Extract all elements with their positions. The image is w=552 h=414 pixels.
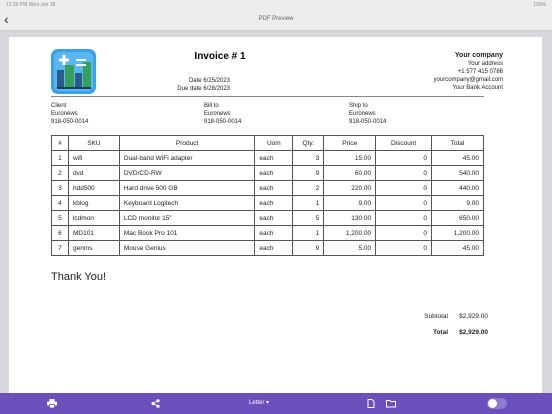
cell-sku: lcdmon xyxy=(68,211,119,226)
column-header: SKU xyxy=(68,136,119,151)
company-bank: Your Bank Account xyxy=(452,85,503,91)
cell-price: 60.00 xyxy=(324,166,376,181)
client-block xyxy=(51,102,88,126)
client-name: Euronews xyxy=(51,111,78,117)
company-block xyxy=(434,52,503,92)
billto-phone: 918-050-0014 xyxy=(204,119,242,125)
status-battery: 100% xyxy=(533,2,546,8)
cell-discount: 0 xyxy=(376,241,432,256)
subtotal-label: Subtotal xyxy=(424,313,448,320)
shipto-block xyxy=(349,102,386,126)
cell-uom: each xyxy=(255,196,293,211)
paper-size-select[interactable] xyxy=(249,399,269,408)
cell-discount: 0 xyxy=(376,211,432,226)
share-icon[interactable] xyxy=(151,399,160,410)
cell-qty: 1 xyxy=(293,196,324,211)
column-header: Product xyxy=(119,136,255,151)
cell-total: 540.00 xyxy=(432,166,484,181)
cell-price: 220.00 xyxy=(324,181,376,196)
cell-total: 650.00 xyxy=(432,211,484,226)
cell-product: DVD/CD-RW xyxy=(119,166,255,181)
cell-qty: 1 xyxy=(293,226,324,241)
invoice-dates xyxy=(120,77,230,93)
cell-qty: 9 xyxy=(293,241,324,256)
cell-index: 2 xyxy=(52,166,69,181)
cell-price: 9.00 xyxy=(324,196,376,211)
subtotal-value: $2,929.00 xyxy=(459,313,488,320)
divider xyxy=(51,96,484,97)
client-label: Client xyxy=(51,103,67,109)
cell-sku: dvd xyxy=(68,166,119,181)
cell-index: 4 xyxy=(52,196,69,211)
cell-uom: each xyxy=(255,226,293,241)
cell-uom: each xyxy=(255,241,293,256)
cell-index: 5 xyxy=(52,211,69,226)
table-header-row xyxy=(52,136,484,151)
cell-uom: each xyxy=(255,211,293,226)
billto-name: Euronews xyxy=(204,111,231,117)
cell-index: 6 xyxy=(52,226,69,241)
cell-discount: 0 xyxy=(376,226,432,241)
cell-uom: each xyxy=(255,166,293,181)
cell-discount: 0 xyxy=(376,181,432,196)
column-header: Qty. xyxy=(293,136,324,151)
column-header: Total xyxy=(432,136,484,151)
cell-total: 45.00 xyxy=(432,151,484,166)
invoice-title: Invoice # 1 xyxy=(194,51,246,62)
company-name: Your company xyxy=(454,52,503,59)
table-row xyxy=(52,196,484,211)
cell-qty: 5 xyxy=(293,211,324,226)
total-label: Total xyxy=(432,329,448,336)
shipto-phone: 918-050-0014 xyxy=(349,119,387,125)
company-email: yourcompany@gmail.com xyxy=(433,77,503,83)
cell-product: LCD monitor 15" xyxy=(119,211,255,226)
cell-price: 1,200.00 xyxy=(324,226,376,241)
toggle-knob xyxy=(488,399,497,408)
table-row xyxy=(52,181,484,196)
cell-total: 9.00 xyxy=(432,196,484,211)
cell-total: 1,200.00 xyxy=(432,226,484,241)
nav-bar xyxy=(0,10,552,31)
cell-product: Hard drive 500 GB xyxy=(119,181,255,196)
cell-price: 5.00 xyxy=(324,241,376,256)
shipto-name: Euronews xyxy=(349,111,376,117)
back-button[interactable]: ‹ xyxy=(4,11,9,27)
folder-icon[interactable] xyxy=(386,399,396,410)
column-header: Price xyxy=(324,136,376,151)
items-table xyxy=(51,135,484,256)
table-row xyxy=(52,151,484,166)
table-row xyxy=(52,226,484,241)
cell-product: Dual-band WiFi adapter xyxy=(119,151,255,166)
cell-discount: 0 xyxy=(376,196,432,211)
cell-sku: hdd500 xyxy=(68,181,119,196)
cell-uom: each xyxy=(255,181,293,196)
column-header: Uom xyxy=(255,136,293,151)
cell-index: 3 xyxy=(52,181,69,196)
cell-product: Mouse Genius xyxy=(119,241,255,256)
cell-uom: each xyxy=(255,151,293,166)
column-header: # xyxy=(52,136,69,151)
print-icon[interactable] xyxy=(47,399,57,410)
bottom-toolbar xyxy=(0,393,552,414)
cell-discount: 0 xyxy=(376,151,432,166)
status-time: 12:36 PM Wed Jun 28 xyxy=(6,2,56,8)
cell-qty: 3 xyxy=(293,151,324,166)
cell-index: 1 xyxy=(52,151,69,166)
company-phone: +1 577 415 0786 xyxy=(457,69,503,75)
cell-sku: genms xyxy=(68,241,119,256)
cell-sku: wifi xyxy=(68,151,119,166)
client-phone: 918-050-0014 xyxy=(51,119,89,125)
cell-price: 15.00 xyxy=(324,151,376,166)
invoice-date: Date 6/25/2023 xyxy=(188,78,230,84)
cell-qty: 9 xyxy=(293,166,324,181)
app-logo-icon xyxy=(51,49,96,94)
table-row xyxy=(52,241,484,256)
nav-title: PDF Preview xyxy=(258,16,294,22)
billto-block xyxy=(204,102,241,126)
paper-size-label: Letter xyxy=(249,400,265,406)
page-icon[interactable] xyxy=(367,399,375,410)
cell-product: Keyboard Logitech xyxy=(119,196,255,211)
cell-sku: kblog xyxy=(68,196,119,211)
invoice-due-date: Due date 6/28/2023 xyxy=(177,86,230,92)
cell-discount: 0 xyxy=(376,166,432,181)
thank-you-text: Thank You! xyxy=(51,271,107,283)
status-bar xyxy=(0,0,552,10)
table-row xyxy=(52,166,484,181)
cell-index: 7 xyxy=(52,241,69,256)
cell-total: 45.00 xyxy=(432,241,484,256)
cell-qty: 2 xyxy=(293,181,324,196)
company-address: Your address xyxy=(467,61,503,67)
column-header: Discount xyxy=(376,136,432,151)
toggle-switch[interactable] xyxy=(487,398,507,409)
table-row xyxy=(52,211,484,226)
cell-price: 130.00 xyxy=(324,211,376,226)
cell-product: Mac Book Pro 101 xyxy=(119,226,255,241)
cell-total: 440.00 xyxy=(432,181,484,196)
chevron-down-icon: ▾ xyxy=(266,400,270,406)
total-value: $2,929.00 xyxy=(459,329,488,336)
cell-sku: MD101 xyxy=(68,226,119,241)
billto-label: Bill to xyxy=(204,103,219,109)
shipto-label: Ship to xyxy=(349,103,368,109)
